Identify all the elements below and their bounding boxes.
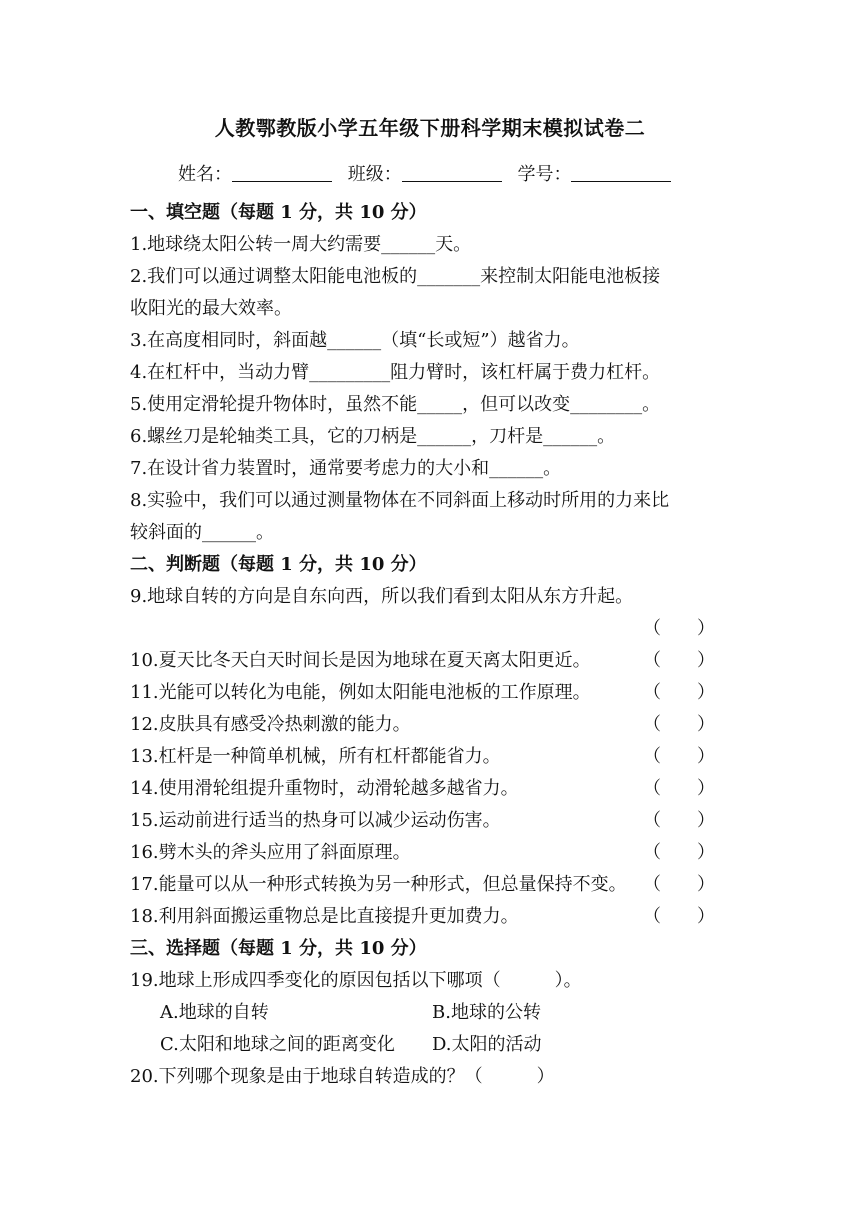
id-blank[interactable]	[571, 163, 671, 182]
answer-paren[interactable]: （ ）	[643, 650, 715, 671]
section-heading-multiple-choice: 三、选择题（每题 1 分，共 10 分）	[130, 938, 427, 959]
class-label: 班级：	[347, 164, 402, 185]
question-line: 14.使用滑轮组提升重物时，动滑轮越多越省力。	[130, 778, 519, 799]
student-info-row	[178, 160, 681, 186]
question-line: 11.光能可以转化为电能，例如太阳能电池板的工作原理。	[130, 682, 591, 703]
question-line: 15.运动前进行适当的热身可以减少运动伤害。	[130, 810, 501, 831]
question-line: 9.地球自转的方向是自东向西，所以我们看到太阳从东方升起。	[130, 586, 634, 607]
question-line: 12.皮肤具有感受冷热刺激的能力。	[130, 714, 411, 735]
exam-title: 人教鄂教版小学五年级下册科学期末模拟试卷二	[214, 116, 646, 140]
question-line: 16.劈木头的斧头应用了斜面原理。	[130, 842, 411, 863]
answer-paren[interactable]: （ ）	[643, 810, 715, 831]
answer-paren[interactable]: （ ）	[643, 714, 715, 735]
class-blank[interactable]	[402, 163, 502, 182]
question-line: 4.在杠杆中，当动力臂_________阻力臂时，该杠杆属于费力杠杆。	[130, 362, 661, 383]
question-line: 5.使用定滑轮提升物体时，虽然不能_____，但可以改变________。	[130, 394, 661, 415]
option-c[interactable]: C.太阳和地球之间的距离变化	[160, 1034, 395, 1055]
question-line: 1.地球绕太阳公转一周大约需要______天。	[130, 234, 472, 255]
option-a[interactable]: A.地球的自转	[160, 1002, 269, 1023]
name-label: 姓名：	[178, 164, 232, 185]
question-line: 较斜面的______。	[130, 522, 274, 543]
question-line: 10.夏天比冬天白天时间长是因为地球在夏天离太阳更近。	[130, 650, 591, 671]
question-line: 17.能量可以从一种形式转换为另一种形式，但总量保持不变。	[130, 874, 627, 895]
question-line: 19.地球上形成四季变化的原因包括以下哪项（ ）。	[130, 970, 582, 991]
answer-paren[interactable]: （ ）	[643, 842, 715, 863]
section-heading-true-false: 二、判断题（每题 1 分，共 10 分）	[130, 554, 427, 575]
answer-paren[interactable]: （ ）	[643, 618, 715, 639]
question-line: 13.杠杆是一种简单机械，所有杠杆都能省力。	[130, 746, 501, 767]
question-line: 7.在设计省力装置时，通常要考虑力的大小和______。	[130, 458, 562, 479]
question-line: 20.下列哪个现象是由于地球自转造成的？（ ）	[130, 1066, 555, 1087]
answer-paren[interactable]: （ ）	[643, 746, 715, 767]
section-heading-fill-in: 一、填空题（每题 1 分，共 10 分）	[130, 202, 427, 223]
question-line: 18.利用斜面搬运重物总是比直接提升更加费力。	[130, 906, 519, 927]
option-d[interactable]: D.太阳的活动	[432, 1034, 542, 1055]
id-label: 学号：	[517, 164, 572, 185]
question-line: 3.在高度相同时，斜面越______（填“长或短”）越省力。	[130, 330, 580, 351]
question-line: 6.螺丝刀是轮轴类工具，它的刀柄是______，刀杆是______。	[130, 426, 616, 447]
answer-paren[interactable]: （ ）	[643, 906, 715, 927]
name-blank[interactable]	[232, 163, 332, 182]
option-b[interactable]: B.地球的公转	[432, 1002, 541, 1023]
answer-paren[interactable]: （ ）	[643, 778, 715, 799]
question-line: 2.我们可以通过调整太阳能电池板的_______来控制太阳能电池板接	[130, 266, 661, 287]
answer-paren[interactable]: （ ）	[643, 682, 715, 703]
question-line: 收阳光的最大效率。	[130, 298, 292, 319]
question-line: 8.实验中，我们可以通过测量物体在不同斜面上移动时所用的力来比	[130, 490, 670, 511]
answer-paren[interactable]: （ ）	[643, 874, 715, 895]
